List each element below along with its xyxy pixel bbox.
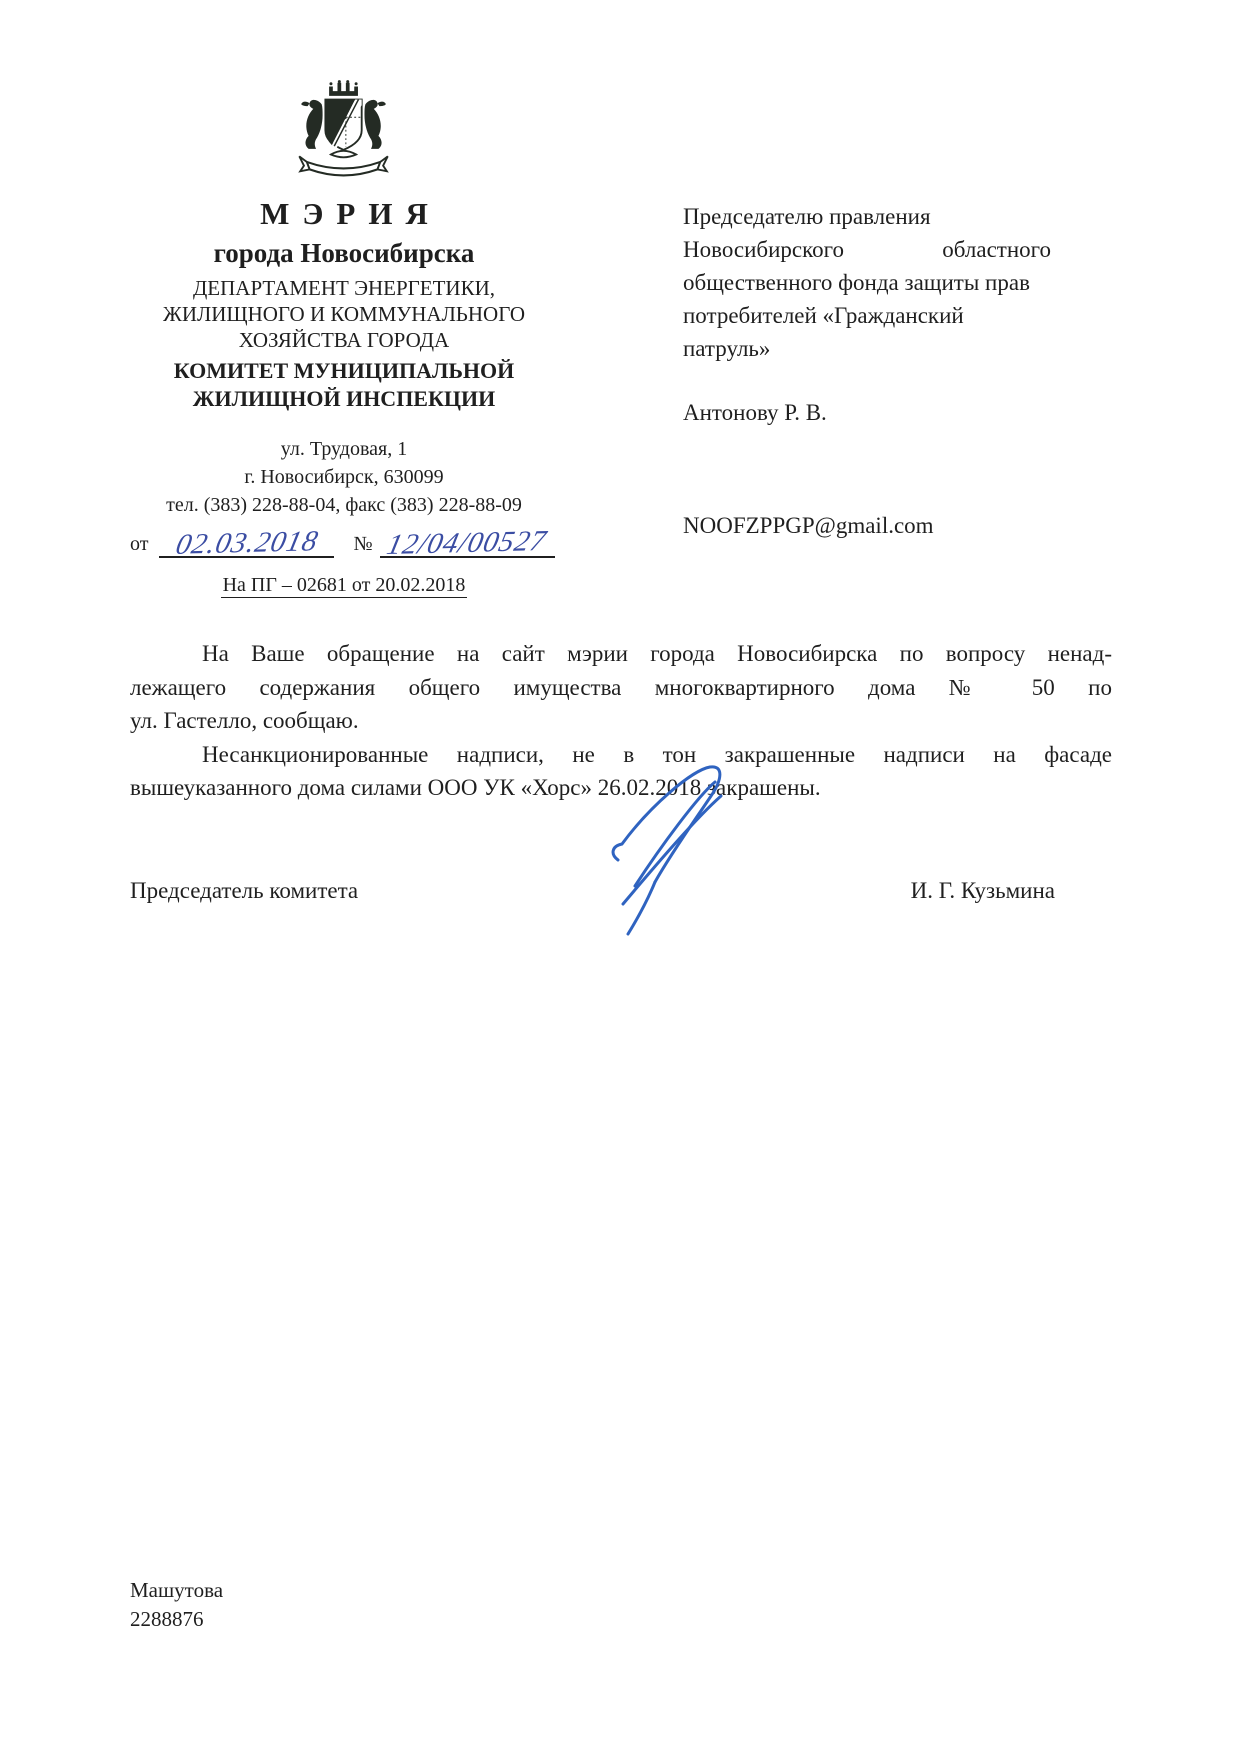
novosibirsk-coat-of-arms-icon — [288, 80, 400, 188]
address-street: ул. Трудовая, 1 — [280, 438, 408, 460]
handwritten-date: 02.03.2018 — [172, 525, 322, 561]
handwritten-number: 12/04/00527 — [384, 524, 550, 562]
recipient-line: патруль» — [683, 336, 771, 361]
outgoing-number-field — [380, 524, 555, 562]
from-label: от — [130, 533, 149, 555]
department-line: ХОЗЯЙСТВА ГОРОДА — [238, 328, 450, 352]
signer-name: И. Г. Кузьмина — [910, 878, 1055, 903]
outgoing-ref-line — [118, 524, 570, 562]
recipient-line: общественного фонда защиты прав — [683, 270, 1030, 295]
body-line: На Ваше обращение на сайт мэрии города Новосибирска по вопросу ненад- — [202, 641, 1112, 666]
recipient-line: потребителей «Гражданский — [683, 303, 964, 328]
signer-position-title: Председатель комитета — [130, 878, 359, 903]
executor-block — [130, 1576, 223, 1634]
address-phone-fax: тел. (383) 228-88-04, факс (383) 228-88-09 — [166, 494, 522, 516]
recipient-block — [683, 200, 1051, 542]
recipient-name: Антонову Р. В. — [683, 400, 827, 425]
org-title: МЭРИЯ — [260, 196, 441, 231]
recipient-line: Председателю правления — [683, 204, 931, 229]
committee-line: КОМИТЕТ МУНИЦИПАЛЬНОЙ — [173, 358, 515, 383]
letterhead-block — [118, 80, 570, 597]
body-line: Несанкционированные надписи, не в тон закрашенные надписи на фасаде — [202, 741, 1112, 767]
committee-name — [118, 357, 570, 413]
department-line: ДЕПАРТАМЕНТ ЭНЕРГЕТИКИ, — [192, 276, 496, 300]
executor-phone: 2288876 — [130, 1607, 204, 1631]
body-line: ул. Гастелло, сообщаю. — [130, 708, 359, 733]
number-label: № — [353, 533, 373, 555]
committee-line: ЖИЛИЩНОЙ ИНСПЕКЦИИ — [192, 386, 496, 411]
address-city: г. Новосибирск, 630099 — [244, 466, 444, 488]
department-line: ЖИЛИЩНОГО И КОММУНАЛЬНОГО — [163, 302, 525, 326]
recipient-email: NOOFZPPGP@gmail.com — [683, 513, 934, 538]
body-line: лежащего содержания общего имущества многоквартирного дома № 50 по — [130, 674, 1112, 700]
department-name — [118, 275, 570, 353]
in-reply-to-ref: На ПГ – 02681 от 20.02.2018 — [222, 574, 466, 596]
recipient-line: Новосибирского областного — [683, 237, 1051, 262]
executor-name: Машутова — [130, 1578, 224, 1602]
org-subtitle: города Новосибирска — [213, 238, 475, 268]
handwritten-signature-icon — [588, 758, 778, 938]
sender-address — [118, 435, 570, 519]
outgoing-date-field — [159, 525, 334, 561]
in-reply-to-line — [118, 574, 570, 597]
body-line: вышеуказанного дома силами ООО УК «Хорс» 26.02.2018 закрашены. — [130, 775, 821, 800]
